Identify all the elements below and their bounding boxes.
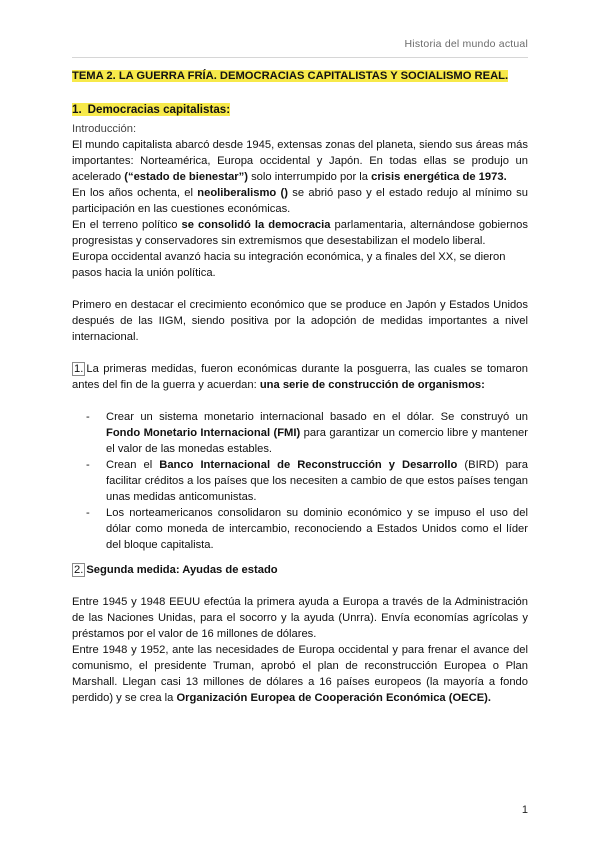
paragraph-growth: Primero en destacar el crecimiento económico que se produce en Japón y Estados Unidos después de las IIGM, siendo positiva por la adopción de medidas importantes a nivel internacional. [72, 299, 528, 343]
page-number: 1 [521, 804, 528, 816]
measures-list [72, 409, 528, 553]
section-heading [72, 102, 528, 118]
paragraph-unrra: Entre 1945 y 1948 EEUU efectúa la primera ayuda a Europa a través de la Administración de las Naciones Unidas, para el socorro y la ayuda (Unrra). Envía economías agrícolas y préstamos por el valor de 16 millones de dólares. [72, 596, 528, 640]
paragraph-marshall: Entre 1948 y 1952, ante las necesidades de Europa occidental y para frenar el avance del comunismo, el presidente Truman, aprobó el plan de reconstrucción Europea o Plan Marshall. Llegan casi 13 millones de dólares a 16 países europeos (la mayoría a fondo perdido) y se crea la Organización Europea de Cooperación Económica (OECE). [72, 644, 528, 704]
list-item: - Los norteamericanos consolidaron su dominio económico y se impuso el uso del dólar como moneda de intercambio, reconociendo a Estados Unidos como el líder del bloque capitalista. [86, 507, 528, 551]
paragraph-democracy: En el terreno político se consolidó la democracia parlamentaria, alternándose gobiernos progresistas y conservadores sin extremismos que desestabilizan el modelo liberal. [72, 219, 528, 247]
document-title [72, 68, 528, 84]
running-header: Historia del mundo actual [404, 38, 528, 50]
paragraph-intro: El mundo capitalista abarcó desde 1945, extensas zonas del planeta, siendo sus áreas más importantes: Norteamérica, Europa occidental y Japón. En todas ellas se produjo un acelerado (“estado de bienestar”) solo interrumpido por la crisis energética de 1973. [72, 139, 528, 183]
highlighted-section-heading: 1. Democracias capitalistas: [72, 103, 231, 116]
subheading-second-measure: 2. Segunda medida: Ayudas de estado [74, 564, 278, 576]
paragraph-europe: Europa occidental avanzó hacia su integración económica, y a finales del XX, se dieron pasos hacia la unión política. [72, 251, 506, 279]
list-item: - Crear un sistema monetario internacional basado en el dólar. Se construyó un Fondo Monetario Internacional (FMI) para garantizar un comercio libre y mantener el valor de las monedas estables. [86, 411, 528, 455]
paragraph-first-measures: 1. La primeras medidas, fueron económicas durante la posguerra, las cuales se tomaron antes del fin de la guerra y acuerdan: una serie de construcción de organismos: [72, 363, 528, 391]
list-number-1: 1. [74, 363, 84, 375]
document-body [72, 68, 528, 706]
intro-label: Introducción: [72, 123, 137, 135]
highlighted-title-text: TEMA 2. LA GUERRA FRÍA. DEMOCRACIAS CAPITALISTAS Y SOCIALISMO REAL. [72, 70, 509, 82]
list-item: - Crean el Banco Internacional de Reconstrucción y Desarrollo (BIRD) para facilitar créditos a los países que los necesiten a cambio de que estos países tengan unas medidas anticomunistas. [86, 459, 528, 503]
header-divider [72, 57, 528, 58]
list-number-2: 2. [74, 564, 84, 576]
paragraph-neoliberalism: En los años ochenta, el neoliberalismo () se abrió paso y el estado redujo al mínimo su participación en las cuestiones económicas. [72, 187, 528, 215]
